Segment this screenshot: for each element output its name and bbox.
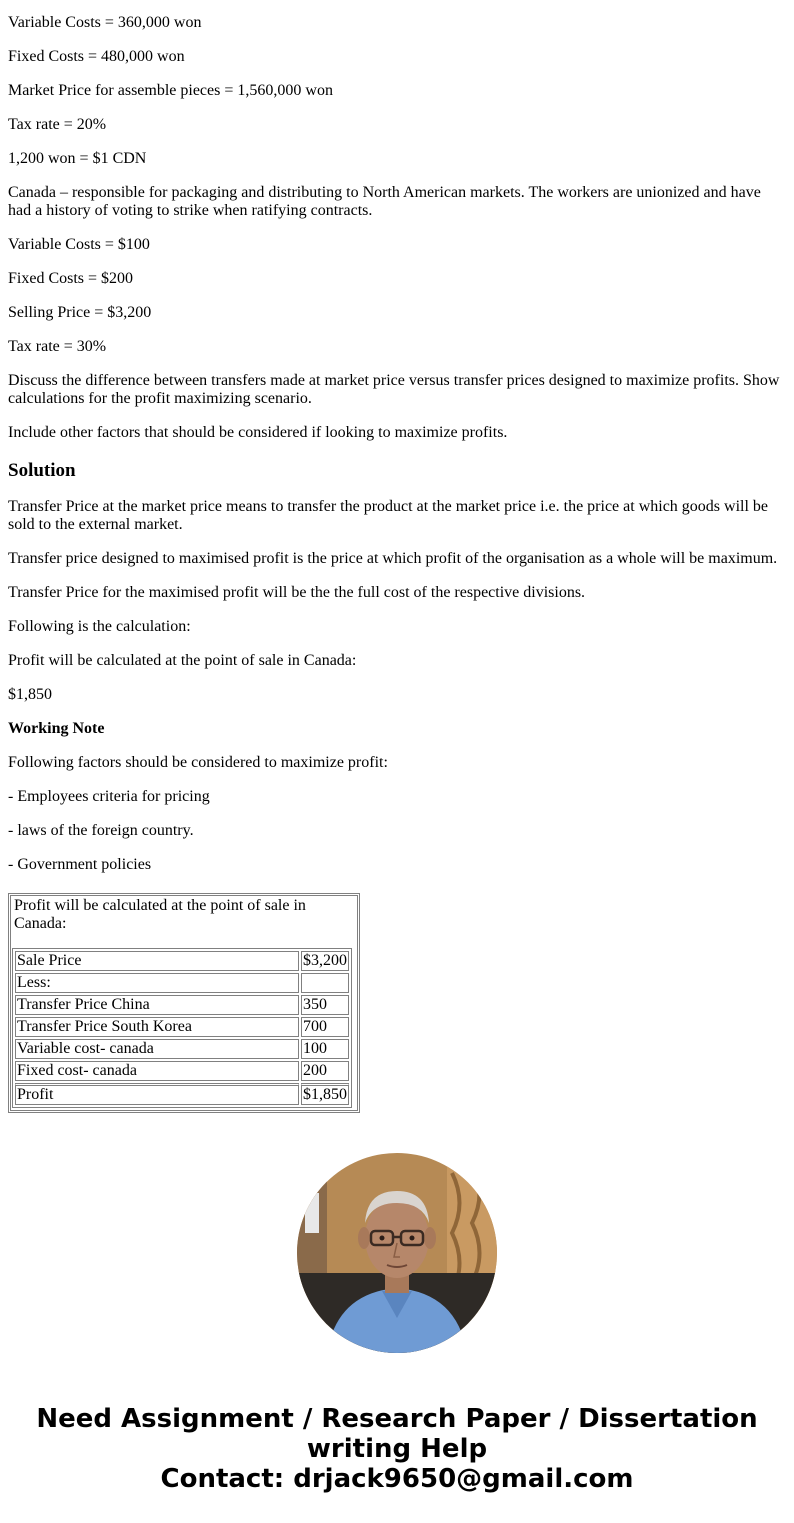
table-total-row <box>15 1083 349 1105</box>
canada-paragraph: Canada – responsible for packaging and distributing to North American markets. The workers are unionized and have had a history of voting to strike when ratifying contracts. <box>8 184 761 219</box>
row-value <box>301 973 349 993</box>
profit-table-cell <box>10 895 358 1111</box>
question-paragraph: Discuss the difference between transfers made at market price versus transfer prices designed to maximize profits. Show calculations for the profit maximizing scenario. <box>8 372 780 407</box>
text-line: Fixed Costs = $200 <box>8 270 134 287</box>
row-value: $3,200 <box>303 952 347 969</box>
author-avatar <box>297 1153 497 1353</box>
row-label: Less: <box>15 973 299 993</box>
footer-contact: Contact: drjack9650@gmail.com <box>160 1464 634 1494</box>
question-paragraph: Include other factors that should be considered if looking to maximize profits. <box>8 424 508 441</box>
solution-paragraph: Transfer Price at the market price means to transfer the product at the market price i.e. the price at which goods will be sold to the external market. <box>8 498 769 533</box>
row-value: 100 <box>301 1039 349 1059</box>
text-line: Market Price for assemble pieces = 1,560,000 won <box>8 82 333 99</box>
row-label: Sale Price <box>15 951 299 971</box>
table-row <box>15 1061 349 1081</box>
text-line: Variable Costs = 360,000 won <box>8 14 202 31</box>
author-portrait-illustration <box>297 1153 497 1353</box>
footer-banner <box>0 1404 794 1494</box>
table-row <box>15 973 349 993</box>
row-label: Variable cost- canada <box>15 1039 299 1059</box>
text-line: Selling Price = $3,200 <box>8 304 152 321</box>
table-row <box>15 951 349 971</box>
profit-result: $1,850 <box>8 686 52 703</box>
solution-paragraph: Following is the calculation: <box>8 618 191 635</box>
text-line: Tax rate = 20% <box>8 116 107 133</box>
table-row <box>15 1039 349 1059</box>
row-label: Fixed cost- canada <box>15 1061 299 1081</box>
footer-line: writing Help <box>306 1434 488 1464</box>
factor-item: - Government policies <box>8 856 152 873</box>
profit-table-container <box>8 893 360 1113</box>
table-row <box>15 1017 349 1037</box>
text-line: Tax rate = 30% <box>8 338 107 355</box>
text-line: Variable Costs = $100 <box>8 236 150 253</box>
working-note-heading: Working Note <box>8 720 105 737</box>
factor-item: - Employees criteria for pricing <box>8 788 210 805</box>
solution-paragraph: Transfer Price for the maximised profit will be the the full cost of the respective divisions. <box>8 584 586 601</box>
solution-paragraph: Transfer price designed to maximised profit is the price at which profit of the organisation as a whole will be maximum. <box>8 550 778 567</box>
solution-heading: Solution <box>8 460 76 481</box>
solution-paragraph: Profit will be calculated at the point of sale in Canada: <box>8 652 357 669</box>
footer-line: Need Assignment / Research Paper / Dissertation <box>36 1404 758 1434</box>
row-label: Transfer Price South Korea <box>15 1017 299 1037</box>
total-value: $1,850 <box>301 1083 349 1105</box>
profit-table-title: Profit will be calculated at the point of sale in Canada: <box>14 897 306 932</box>
table-row <box>15 995 349 1015</box>
row-label: Transfer Price China <box>15 995 299 1015</box>
row-value: 700 <box>301 1017 349 1037</box>
solution-paragraph: Following factors should be considered to maximize profit: <box>8 754 388 771</box>
text-line: Fixed Costs = 480,000 won <box>8 48 185 65</box>
profit-table <box>12 948 352 1108</box>
row-value: 350 <box>301 995 349 1015</box>
row-value: 200 <box>301 1061 349 1081</box>
factor-item: - laws of the foreign country. <box>8 822 194 839</box>
total-label: Profit <box>15 1083 299 1105</box>
document-body <box>8 0 786 874</box>
text-line: 1,200 won = $1 CDN <box>8 150 147 167</box>
